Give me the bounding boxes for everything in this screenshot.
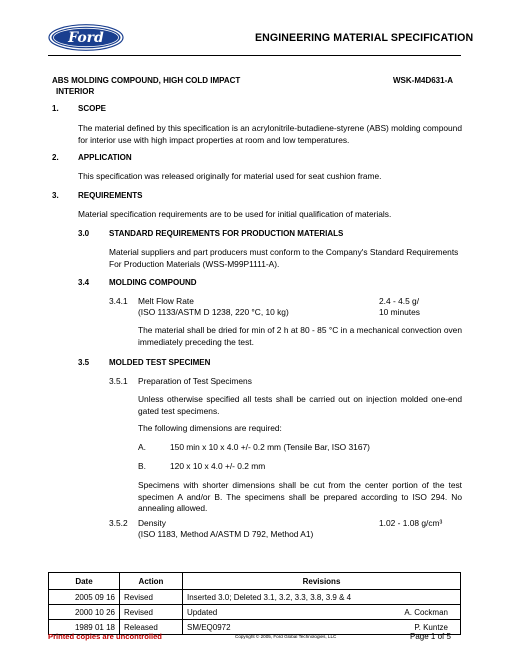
melt-flow-note: The material shall be dried for min of 2 h at 80 - 85 °C in a mechanical convection oven immediately preceding the test. xyxy=(138,325,462,347)
revision-text: SM/EQ0972 xyxy=(187,622,231,632)
revision-date: 1989 01 18 xyxy=(49,620,120,635)
dimension-b-letter: B. xyxy=(138,461,146,471)
revision-date: 2000 10 26 xyxy=(49,605,120,620)
ford-logo xyxy=(48,24,124,51)
section-3-5-1-number: 3.5.1 xyxy=(109,376,128,386)
density-value: 1.02 - 1.08 g/cm³ xyxy=(379,518,443,528)
revision-table xyxy=(48,572,461,635)
section-3-4-number: 3.4 xyxy=(78,278,90,287)
melt-flow-label: Melt Flow Rate xyxy=(138,296,194,306)
section-1-number: 1. xyxy=(52,104,59,113)
section-3-4-title: MOLDING COMPOUND xyxy=(109,278,197,287)
page-number: Page 1 of 5 xyxy=(410,632,451,641)
section-2-text: This specification was released originally for material used for seat cushion frame. xyxy=(78,171,382,181)
section-1-title: SCOPE xyxy=(78,104,107,113)
melt-flow-value: 2.4 - 4.5 g/ xyxy=(379,296,420,306)
revision-action: Revised xyxy=(120,605,183,620)
section-3-5-1-label: Preparation of Test Specimens xyxy=(138,376,252,386)
melt-flow-method: (ISO 1133/ASTM D 1238, 220 °C, 10 kg) xyxy=(138,307,289,317)
col-header-date: Date xyxy=(49,573,120,590)
section-3-5-1-text1: Unless otherwise specified all tests shall be carried out on injection molded one-end gated test specimens. xyxy=(138,394,462,416)
revision-table-header xyxy=(49,573,461,590)
dimension-a-letter: A. xyxy=(138,442,146,452)
revision-date: 2005 09 16 xyxy=(49,590,120,605)
uncontrolled-copy-warning: Printed copies are uncontrolled xyxy=(48,632,162,641)
section-3-5-title: MOLDED TEST SPECIMEN xyxy=(109,358,211,367)
doc-number: WSK-M4D631-A xyxy=(393,76,454,85)
header-divider xyxy=(48,55,461,56)
section-3-4-1-number: 3.4.1 xyxy=(109,296,128,306)
revision-text: Inserted 3.0; Deleted 3.1, 3.2, 3.3, 3.8, 3.9 & 4 xyxy=(187,592,352,602)
table-row xyxy=(49,605,461,620)
section-3-5-1-text2: The following dimensions are required: xyxy=(138,423,282,433)
section-2-number: 2. xyxy=(52,153,59,162)
doc-name-line1: ABS MOLDING COMPOUND, HIGH COLD IMPACT xyxy=(52,76,241,85)
logo-text: Ford xyxy=(68,30,104,46)
revision-details xyxy=(183,605,461,620)
density-label: Density xyxy=(138,518,166,528)
dimension-b-text: 120 x 10 x 4.0 +/- 0.2 mm xyxy=(170,461,266,471)
revision-details xyxy=(183,590,461,605)
section-3-5-1-text3: Specimens with shorter dimensions shall be cut from the center portion of the test specimen A and/or B. The specimens shall be prepared according to ISO 294. No annealing allowed. xyxy=(138,480,462,513)
col-header-revisions: Revisions xyxy=(183,573,461,590)
section-3-0-text: Material suppliers and part producers must conform to the Company's Standard Requirements For Production Materials (WSS-M99P1111-A). xyxy=(109,247,459,269)
section-3-0-title: STANDARD REQUIREMENTS FOR PRODUCTION MATERIALS xyxy=(109,229,344,238)
section-3-5-2-number: 3.5.2 xyxy=(109,518,128,528)
section-3-0-number: 3.0 xyxy=(78,229,90,238)
dimension-a-text: 150 min x 10 x 4.0 +/- 0.2 mm (Tensile Bar, ISO 3167) xyxy=(170,442,370,452)
section-3-number: 3. xyxy=(52,191,59,200)
page-title: ENGINEERING MATERIAL SPECIFICATION xyxy=(255,32,474,44)
section-2-title: APPLICATION xyxy=(78,153,132,162)
col-header-action: Action xyxy=(120,573,183,590)
section-1-text: The material defined by this specification is an acrylonitrile-butadiene-styrene (ABS) molding compound for interior use with high impact properties at room and low temperatures. xyxy=(78,123,462,145)
revision-action: Released xyxy=(120,620,183,635)
section-3-title: REQUIREMENTS xyxy=(78,191,143,200)
section-3-text: Material specification requirements are to be used for initial qualification of materials. xyxy=(78,209,392,219)
doc-name-line2: INTERIOR xyxy=(56,87,95,96)
melt-flow-value-unit: 10 minutes xyxy=(379,307,420,317)
revision-author: A. Cockman xyxy=(404,607,448,617)
revision-text: Updated xyxy=(187,607,218,617)
revision-author: P. Kuntze xyxy=(414,622,448,632)
section-3-5-number: 3.5 xyxy=(78,358,90,367)
copyright-notice: Copyright © 2005, Ford Global Technologies, LLC xyxy=(235,634,337,639)
doc-name xyxy=(52,75,240,97)
table-row xyxy=(49,590,461,605)
density-method: (ISO 1183, Method A/ASTM D 792, Method A1) xyxy=(138,529,314,539)
revision-action: Revised xyxy=(120,590,183,605)
